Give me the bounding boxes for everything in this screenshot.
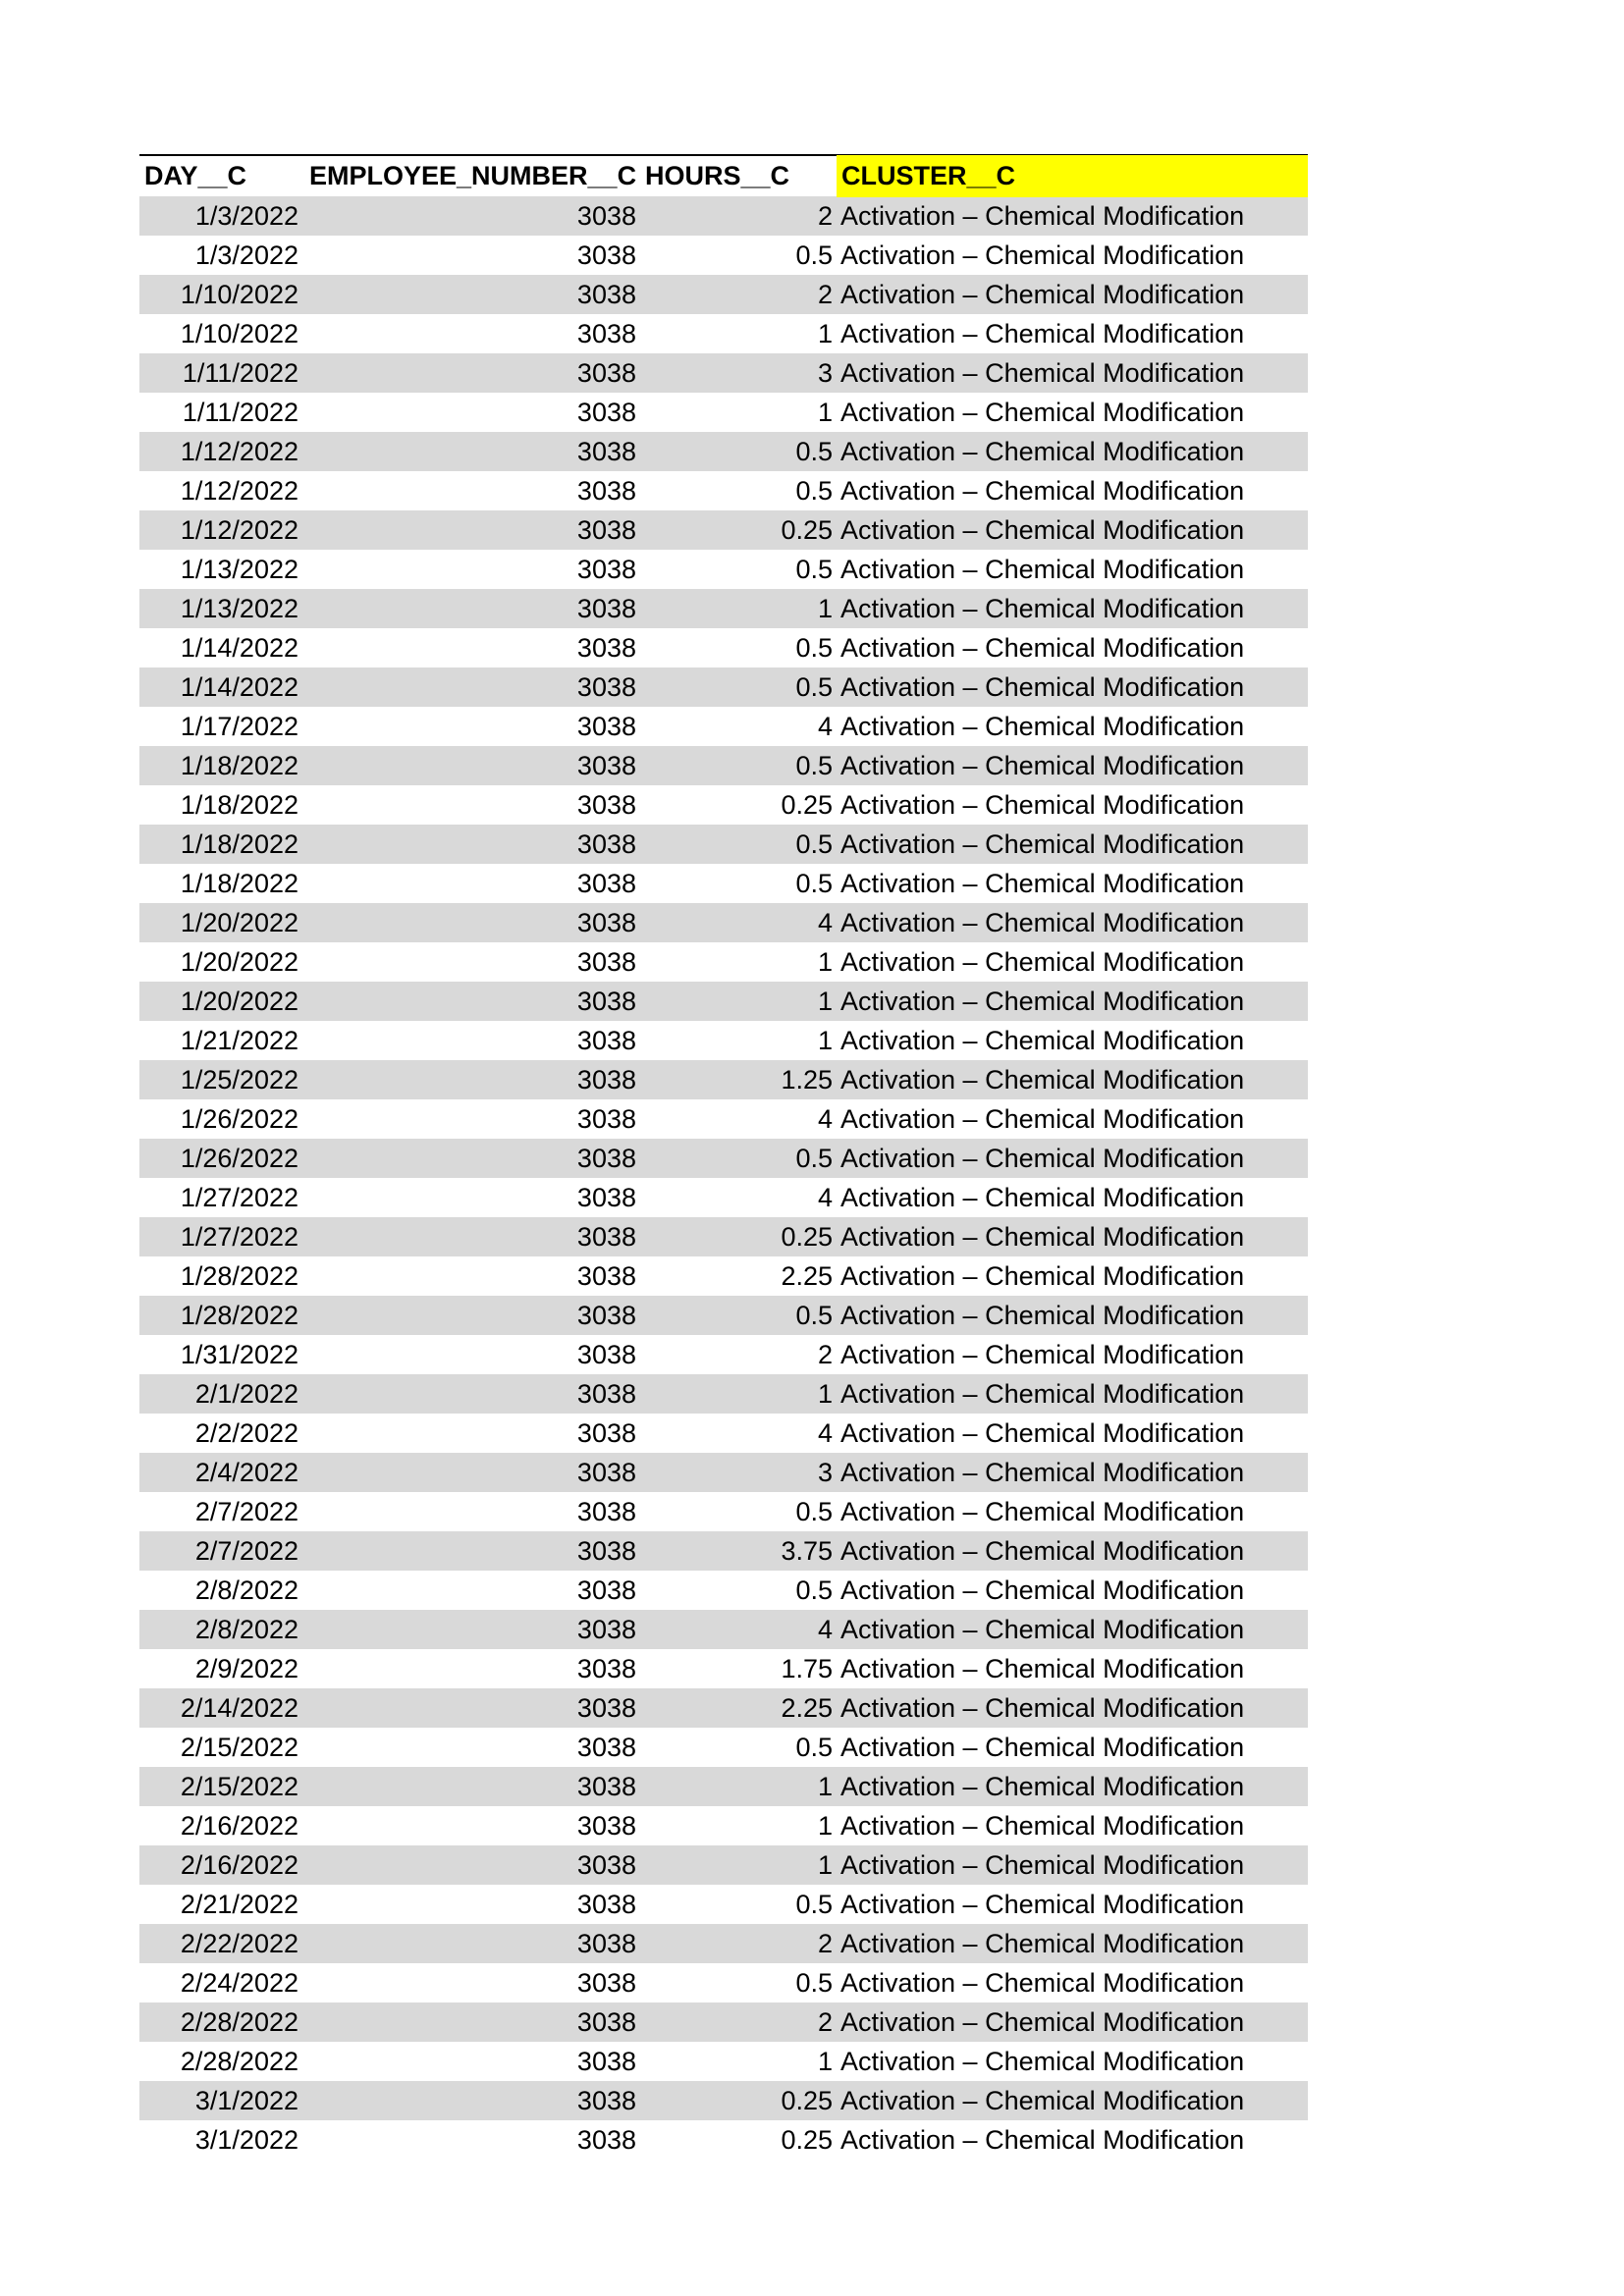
- cell-hours: 4: [817, 1615, 833, 1644]
- cell-hours: 1: [817, 1772, 833, 1801]
- cell-day: 2/16/2022: [180, 1811, 298, 1841]
- table-row: [139, 1649, 1308, 1688]
- cell-cluster: Activation – Chemical Modification: [840, 398, 1245, 427]
- cell-hours: 2.25: [781, 1261, 833, 1291]
- cell-cluster: Activation – Chemical Modification: [840, 1222, 1245, 1252]
- cell-employee-number: 3038: [576, 240, 636, 270]
- cell-day: 1/11/2022: [182, 358, 298, 388]
- cell-cluster: Activation – Chemical Modification: [840, 751, 1245, 780]
- table-row: [139, 236, 1308, 275]
- table-row: [139, 1335, 1308, 1374]
- cell-employee-number: 3038: [576, 1929, 636, 1958]
- cell-cluster: Activation – Chemical Modification: [840, 1575, 1245, 1605]
- cell-cluster: Activation – Chemical Modification: [840, 1379, 1245, 1409]
- cell-cluster: Activation – Chemical Modification: [840, 358, 1245, 388]
- header-employee-number: EMPLOYEE_NUMBER__C: [309, 161, 637, 190]
- cell-employee-number: 3038: [576, 1222, 636, 1252]
- cell-day: 1/18/2022: [180, 829, 298, 859]
- cell-day: 2/8/2022: [194, 1615, 298, 1644]
- table-row: [139, 1492, 1308, 1531]
- cell-day: 1/25/2022: [180, 1065, 298, 1095]
- cell-hours: 4: [817, 1104, 833, 1134]
- cell-employee-number: 3038: [576, 1379, 636, 1409]
- cell-day: 1/18/2022: [180, 790, 298, 820]
- cell-hours: 4: [817, 908, 833, 937]
- cell-hours: 1: [817, 1026, 833, 1055]
- cell-hours: 0.5: [795, 672, 833, 702]
- table-row: [139, 1531, 1308, 1571]
- cell-day: 1/12/2022: [180, 515, 298, 545]
- table-row: [139, 314, 1308, 353]
- table-row: [139, 1963, 1308, 2002]
- table-row: [139, 471, 1308, 510]
- cell-hours: 2: [817, 1340, 833, 1369]
- cell-employee-number: 3038: [576, 555, 636, 584]
- cell-day: 3/1/2022: [194, 2125, 298, 2155]
- spreadsheet-table: [139, 154, 1308, 2160]
- table-row: [139, 628, 1308, 667]
- cell-employee-number: 3038: [576, 515, 636, 545]
- cell-employee-number: 3038: [576, 633, 636, 663]
- table-row: [139, 589, 1308, 628]
- cell-employee-number: 3038: [576, 1654, 636, 1683]
- cell-hours: 0.5: [795, 1144, 833, 1173]
- cell-cluster: Activation – Chemical Modification: [840, 594, 1245, 623]
- cell-hours: 3.75: [781, 1536, 833, 1566]
- cell-cluster: Activation – Chemical Modification: [840, 987, 1245, 1016]
- cell-hours: 0.25: [781, 2125, 833, 2155]
- cell-hours: 0.5: [795, 869, 833, 898]
- table-row: [139, 707, 1308, 746]
- cell-cluster: Activation – Chemical Modification: [840, 2086, 1245, 2115]
- cell-hours: 0.25: [781, 2086, 833, 2115]
- cell-day: 1/20/2022: [180, 908, 298, 937]
- cell-day: 1/18/2022: [180, 869, 298, 898]
- cell-hours: 1.25: [781, 1065, 833, 1095]
- cell-hours: 0.5: [795, 633, 833, 663]
- cell-employee-number: 3038: [576, 1772, 636, 1801]
- cell-cluster: Activation – Chemical Modification: [840, 1261, 1245, 1291]
- cell-cluster: Activation – Chemical Modification: [840, 1183, 1245, 1212]
- cell-hours: 0.5: [795, 555, 833, 584]
- cell-day: 1/26/2022: [180, 1104, 298, 1134]
- table-row: [139, 785, 1308, 825]
- cell-employee-number: 3038: [576, 1615, 636, 1644]
- cell-cluster: Activation – Chemical Modification: [840, 1418, 1245, 1448]
- cell-day: 1/26/2022: [180, 1144, 298, 1173]
- cell-employee-number: 3038: [576, 1536, 636, 1566]
- cell-cluster: Activation – Chemical Modification: [840, 2047, 1245, 2076]
- cell-cluster: Activation – Chemical Modification: [840, 672, 1245, 702]
- cell-day: 2/1/2022: [194, 1379, 298, 1409]
- cell-hours: 0.5: [795, 751, 833, 780]
- cell-cluster: Activation – Chemical Modification: [840, 908, 1245, 937]
- table-row: [139, 1099, 1308, 1139]
- cell-hours: 0.5: [795, 1497, 833, 1526]
- cell-cluster: Activation – Chemical Modification: [840, 1772, 1245, 1801]
- cell-hours: 0.25: [781, 1222, 833, 1252]
- cell-hours: 1: [817, 398, 833, 427]
- table-row: [139, 982, 1308, 1021]
- cell-day: 1/21/2022: [180, 1026, 298, 1055]
- cell-day: 2/4/2022: [194, 1458, 298, 1487]
- cell-day: 1/3/2022: [194, 201, 298, 231]
- cell-cluster: Activation – Chemical Modification: [840, 1890, 1245, 1919]
- cell-hours: 3: [817, 1458, 833, 1487]
- cell-employee-number: 3038: [576, 2125, 636, 2155]
- cell-day: 2/28/2022: [180, 2007, 298, 2037]
- cell-employee-number: 3038: [576, 1458, 636, 1487]
- cell-employee-number: 3038: [576, 1733, 636, 1762]
- table-row: [139, 1610, 1308, 1649]
- cell-employee-number: 3038: [576, 869, 636, 898]
- table-row: [139, 275, 1308, 314]
- cell-cluster: Activation – Chemical Modification: [840, 1811, 1245, 1841]
- cell-hours: 1: [817, 947, 833, 977]
- header-cluster: CLUSTER__C: [837, 155, 1308, 197]
- cell-hours: 3: [817, 358, 833, 388]
- cell-day: 1/10/2022: [180, 319, 298, 348]
- table-row: [139, 550, 1308, 589]
- cell-hours: 2: [817, 1929, 833, 1958]
- cell-day: 1/14/2022: [180, 633, 298, 663]
- cell-hours: 0.5: [795, 437, 833, 466]
- table-row: [139, 864, 1308, 903]
- table-row: [139, 1688, 1308, 1728]
- cell-day: 2/2/2022: [194, 1418, 298, 1448]
- cell-day: 2/15/2022: [180, 1772, 298, 1801]
- cell-cluster: Activation – Chemical Modification: [840, 319, 1245, 348]
- cell-hours: 0.25: [781, 515, 833, 545]
- cell-employee-number: 3038: [576, 712, 636, 741]
- cell-cluster: Activation – Chemical Modification: [840, 1733, 1245, 1762]
- table-row: [139, 746, 1308, 785]
- cell-cluster: Activation – Chemical Modification: [840, 869, 1245, 898]
- cell-hours: 2: [817, 201, 833, 231]
- cell-cluster: Activation – Chemical Modification: [840, 2125, 1245, 2155]
- cell-employee-number: 3038: [576, 437, 636, 466]
- cell-cluster: Activation – Chemical Modification: [840, 1850, 1245, 1880]
- cell-day: 2/14/2022: [180, 1693, 298, 1723]
- cell-cluster: Activation – Chemical Modification: [840, 712, 1245, 741]
- cell-employee-number: 3038: [576, 947, 636, 977]
- cell-employee-number: 3038: [576, 1968, 636, 1998]
- cell-employee-number: 3038: [576, 1183, 636, 1212]
- cell-hours: 1: [817, 319, 833, 348]
- cell-employee-number: 3038: [576, 1890, 636, 1919]
- cell-cluster: Activation – Chemical Modification: [840, 790, 1245, 820]
- table-row: [139, 667, 1308, 707]
- table-row: [139, 1374, 1308, 1414]
- cell-day: 2/7/2022: [194, 1536, 298, 1566]
- cell-cluster: Activation – Chemical Modification: [840, 1340, 1245, 1369]
- cell-hours: 0.5: [795, 240, 833, 270]
- cell-cluster: Activation – Chemical Modification: [840, 829, 1245, 859]
- cell-hours: 4: [817, 1418, 833, 1448]
- table-row: [139, 2042, 1308, 2081]
- cell-hours: 0.25: [781, 790, 833, 820]
- cell-cluster: Activation – Chemical Modification: [840, 555, 1245, 584]
- table-row: [139, 196, 1308, 236]
- table-row: [139, 903, 1308, 942]
- cell-day: 2/24/2022: [180, 1968, 298, 1998]
- cell-employee-number: 3038: [576, 594, 636, 623]
- cell-day: 2/8/2022: [194, 1575, 298, 1605]
- table-row: [139, 825, 1308, 864]
- cell-cluster: Activation – Chemical Modification: [840, 1497, 1245, 1526]
- cell-day: 2/15/2022: [180, 1733, 298, 1762]
- cell-employee-number: 3038: [576, 2007, 636, 2037]
- cell-day: 1/20/2022: [180, 947, 298, 977]
- cell-employee-number: 3038: [576, 1693, 636, 1723]
- table-row: [139, 2081, 1308, 2120]
- cell-day: 2/7/2022: [194, 1497, 298, 1526]
- cell-hours: 1.75: [781, 1654, 833, 1683]
- cell-employee-number: 3038: [576, 319, 636, 348]
- cell-employee-number: 3038: [576, 2086, 636, 2115]
- cell-hours: 2: [817, 2007, 833, 2037]
- cell-cluster: Activation – Chemical Modification: [840, 2007, 1245, 2037]
- cell-cluster: Activation – Chemical Modification: [840, 437, 1245, 466]
- cell-day: 2/16/2022: [180, 1850, 298, 1880]
- cell-cluster: Activation – Chemical Modification: [840, 633, 1245, 663]
- cell-day: 1/27/2022: [180, 1222, 298, 1252]
- cell-hours: 0.5: [795, 1890, 833, 1919]
- table-row: [139, 1021, 1308, 1060]
- table-row: [139, 353, 1308, 393]
- table-row: [139, 1139, 1308, 1178]
- cell-day: 1/12/2022: [180, 476, 298, 506]
- table-row: [139, 1256, 1308, 1296]
- cell-employee-number: 3038: [576, 672, 636, 702]
- cell-employee-number: 3038: [576, 476, 636, 506]
- cell-employee-number: 3038: [576, 1497, 636, 1526]
- cell-employee-number: 3038: [576, 987, 636, 1016]
- cell-hours: 0.5: [795, 1301, 833, 1330]
- table-row: [139, 1217, 1308, 1256]
- table-row: [139, 2120, 1308, 2160]
- cell-day: 1/14/2022: [180, 672, 298, 702]
- cell-cluster: Activation – Chemical Modification: [840, 515, 1245, 545]
- cell-cluster: Activation – Chemical Modification: [840, 947, 1245, 977]
- table-row: [139, 1414, 1308, 1453]
- cell-cluster: Activation – Chemical Modification: [840, 1693, 1245, 1723]
- cell-cluster: Activation – Chemical Modification: [840, 1026, 1245, 1055]
- cell-employee-number: 3038: [576, 1144, 636, 1173]
- table-row: [139, 1806, 1308, 1845]
- cell-employee-number: 3038: [576, 280, 636, 309]
- cell-day: 1/28/2022: [180, 1301, 298, 1330]
- cell-day: 1/17/2022: [180, 712, 298, 741]
- cell-hours: 0.5: [795, 1575, 833, 1605]
- cell-hours: 1: [817, 1379, 833, 1409]
- table-row: [139, 1885, 1308, 1924]
- cell-hours: 1: [817, 1811, 833, 1841]
- table-row: [139, 1728, 1308, 1767]
- cell-employee-number: 3038: [576, 1261, 636, 1291]
- cell-employee-number: 3038: [576, 1065, 636, 1095]
- cell-cluster: Activation – Chemical Modification: [840, 1654, 1245, 1683]
- cell-day: 2/22/2022: [180, 1929, 298, 1958]
- table-body: [139, 196, 1308, 2160]
- cell-employee-number: 3038: [576, 1301, 636, 1330]
- table-row: [139, 1296, 1308, 1335]
- table-row: [139, 1924, 1308, 1963]
- cell-hours: 1: [817, 2047, 833, 2076]
- cell-hours: 4: [817, 712, 833, 741]
- cell-day: 1/10/2022: [180, 280, 298, 309]
- cell-employee-number: 3038: [576, 1575, 636, 1605]
- cell-day: 1/27/2022: [180, 1183, 298, 1212]
- cell-hours: 0.5: [795, 476, 833, 506]
- cell-cluster: Activation – Chemical Modification: [840, 1615, 1245, 1644]
- cell-cluster: Activation – Chemical Modification: [840, 1144, 1245, 1173]
- cell-cluster: Activation – Chemical Modification: [840, 240, 1245, 270]
- cell-day: 1/11/2022: [182, 398, 298, 427]
- cell-cluster: Activation – Chemical Modification: [840, 1104, 1245, 1134]
- cell-hours: 0.5: [795, 1733, 833, 1762]
- cell-employee-number: 3038: [576, 358, 636, 388]
- cell-day: 1/3/2022: [194, 240, 298, 270]
- table-row: [139, 432, 1308, 471]
- cell-employee-number: 3038: [576, 751, 636, 780]
- cell-day: 1/13/2022: [180, 594, 298, 623]
- cell-hours: 4: [817, 1183, 833, 1212]
- cell-employee-number: 3038: [576, 398, 636, 427]
- cell-day: 1/20/2022: [180, 987, 298, 1016]
- cell-day: 2/9/2022: [194, 1654, 298, 1683]
- cell-hours: 0.5: [795, 1968, 833, 1998]
- cell-day: 1/12/2022: [180, 437, 298, 466]
- cell-employee-number: 3038: [576, 829, 636, 859]
- cell-day: 2/28/2022: [180, 2047, 298, 2076]
- table-row: [139, 1845, 1308, 1885]
- cell-cluster: Activation – Chemical Modification: [840, 1065, 1245, 1095]
- header-row: [139, 154, 1308, 196]
- cell-cluster: Activation – Chemical Modification: [840, 1536, 1245, 1566]
- cell-hours: 2.25: [781, 1693, 833, 1723]
- cell-day: 1/31/2022: [180, 1340, 298, 1369]
- cell-hours: 1: [817, 1850, 833, 1880]
- table-row: [139, 510, 1308, 550]
- cell-cluster: Activation – Chemical Modification: [840, 1301, 1245, 1330]
- cell-hours: 2: [817, 280, 833, 309]
- cell-hours: 0.5: [795, 829, 833, 859]
- cell-cluster: Activation – Chemical Modification: [840, 476, 1245, 506]
- table-row: [139, 942, 1308, 982]
- cell-employee-number: 3038: [576, 201, 636, 231]
- cell-employee-number: 3038: [576, 1418, 636, 1448]
- cell-employee-number: 3038: [576, 790, 636, 820]
- cell-day: 2/21/2022: [180, 1890, 298, 1919]
- table-row: [139, 1571, 1308, 1610]
- cell-employee-number: 3038: [576, 1850, 636, 1880]
- cell-day: 1/18/2022: [180, 751, 298, 780]
- cell-cluster: Activation – Chemical Modification: [840, 201, 1245, 231]
- table-row: [139, 2002, 1308, 2042]
- table-row: [139, 1060, 1308, 1099]
- cell-employee-number: 3038: [576, 908, 636, 937]
- header-hours: HOURS__C: [645, 161, 790, 190]
- cell-employee-number: 3038: [576, 1340, 636, 1369]
- cell-employee-number: 3038: [576, 1811, 636, 1841]
- cell-hours: 1: [817, 987, 833, 1016]
- cell-employee-number: 3038: [576, 1026, 636, 1055]
- cell-cluster: Activation – Chemical Modification: [840, 1458, 1245, 1487]
- cell-employee-number: 3038: [576, 2047, 636, 2076]
- cell-cluster: Activation – Chemical Modification: [840, 1968, 1245, 1998]
- cell-cluster: Activation – Chemical Modification: [840, 280, 1245, 309]
- cell-cluster: Activation – Chemical Modification: [840, 1929, 1245, 1958]
- table-row: [139, 1178, 1308, 1217]
- cell-hours: 1: [817, 594, 833, 623]
- table-row: [139, 393, 1308, 432]
- cell-day: 1/13/2022: [180, 555, 298, 584]
- table-row: [139, 1453, 1308, 1492]
- header-day: DAY__C: [144, 161, 247, 190]
- table-row: [139, 1767, 1308, 1806]
- cell-employee-number: 3038: [576, 1104, 636, 1134]
- cell-day: 1/28/2022: [180, 1261, 298, 1291]
- cell-day: 3/1/2022: [194, 2086, 298, 2115]
